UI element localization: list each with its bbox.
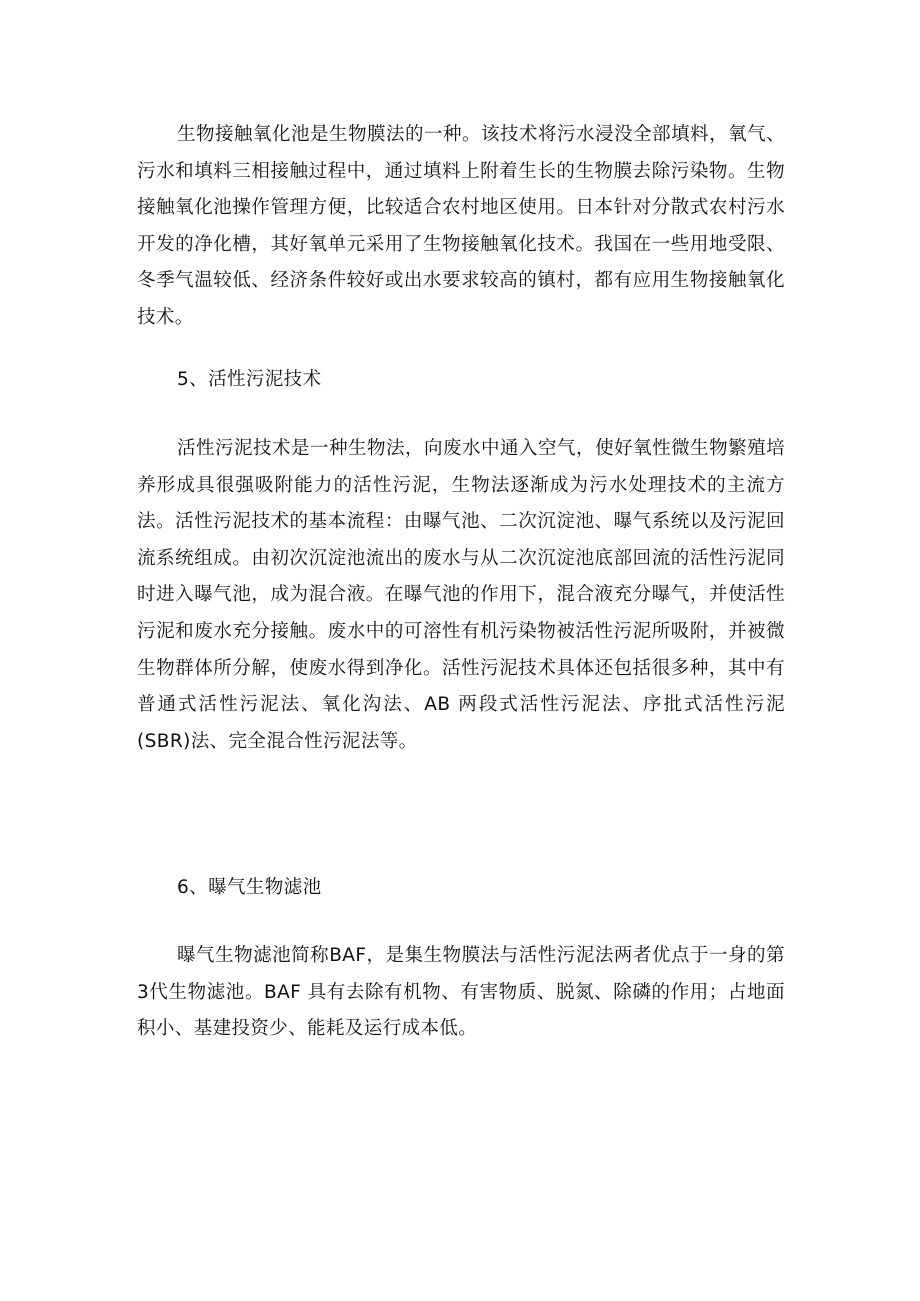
- section-heading-activated-sludge: 5、活性污泥技术: [177, 369, 322, 390]
- paragraph-activated-sludge: 活性污泥技术是一种生物法，向废水中通入空气，使好氧性微生物繁殖培养形成具很强吸附能力的活性污泥，生物法逐渐成为污水处理技术的主流方法。活性污泥技术的基本流程：由曝气池、二次沉淀池、曝气系统以及污泥回流系统组成。由初次沉淀池流出的废水与从二次沉淀池底部回流的活性污泥同时进入曝气池，成为混合液。在曝气池的作用下，混合液充分曝气，并使活性污泥和废水充分接触。废水中的可溶性有机污染物被活性污泥所吸附，并被微生物群体所分解，使废水得到净化。活性污泥技术具体还包括很多种，其中有普通式活性污泥法、氧化沟法、AB 两段式活性污泥法、序批式活性污泥(SBR)法、完全混合性污泥法等。: [137, 438, 785, 752]
- section-heading-baf: 6、曝气生物滤池: [177, 877, 322, 898]
- paragraph-baf: 曝气生物滤池简称BAF，是集生物膜法与活性污泥法两者优点于一身的第3代生物滤池。BAF 具有去除有机物、有害物质、脱氮、除磷的作用；占地面积小、基建投资少、能耗及运行成本低。: [137, 945, 785, 1040]
- paragraph-biological-contact-oxidation: 生物接触氧化池是生物膜法的一种。该技术将污水浸没全部填料，氧气、污水和填料三相接触过程中，通过填料上附着生长的生物膜去除污染物。生物接触氧化池操作管理方便，比较适合农村地区使用。日本针对分散式农村污水开发的净化槽，其好氧单元采用了生物接触氧化技术。我国在一些用地受限、冬季气温较低、经济条件较好或出水要求较高的镇村，都有应用生物接触氧化技术。: [137, 124, 785, 328]
